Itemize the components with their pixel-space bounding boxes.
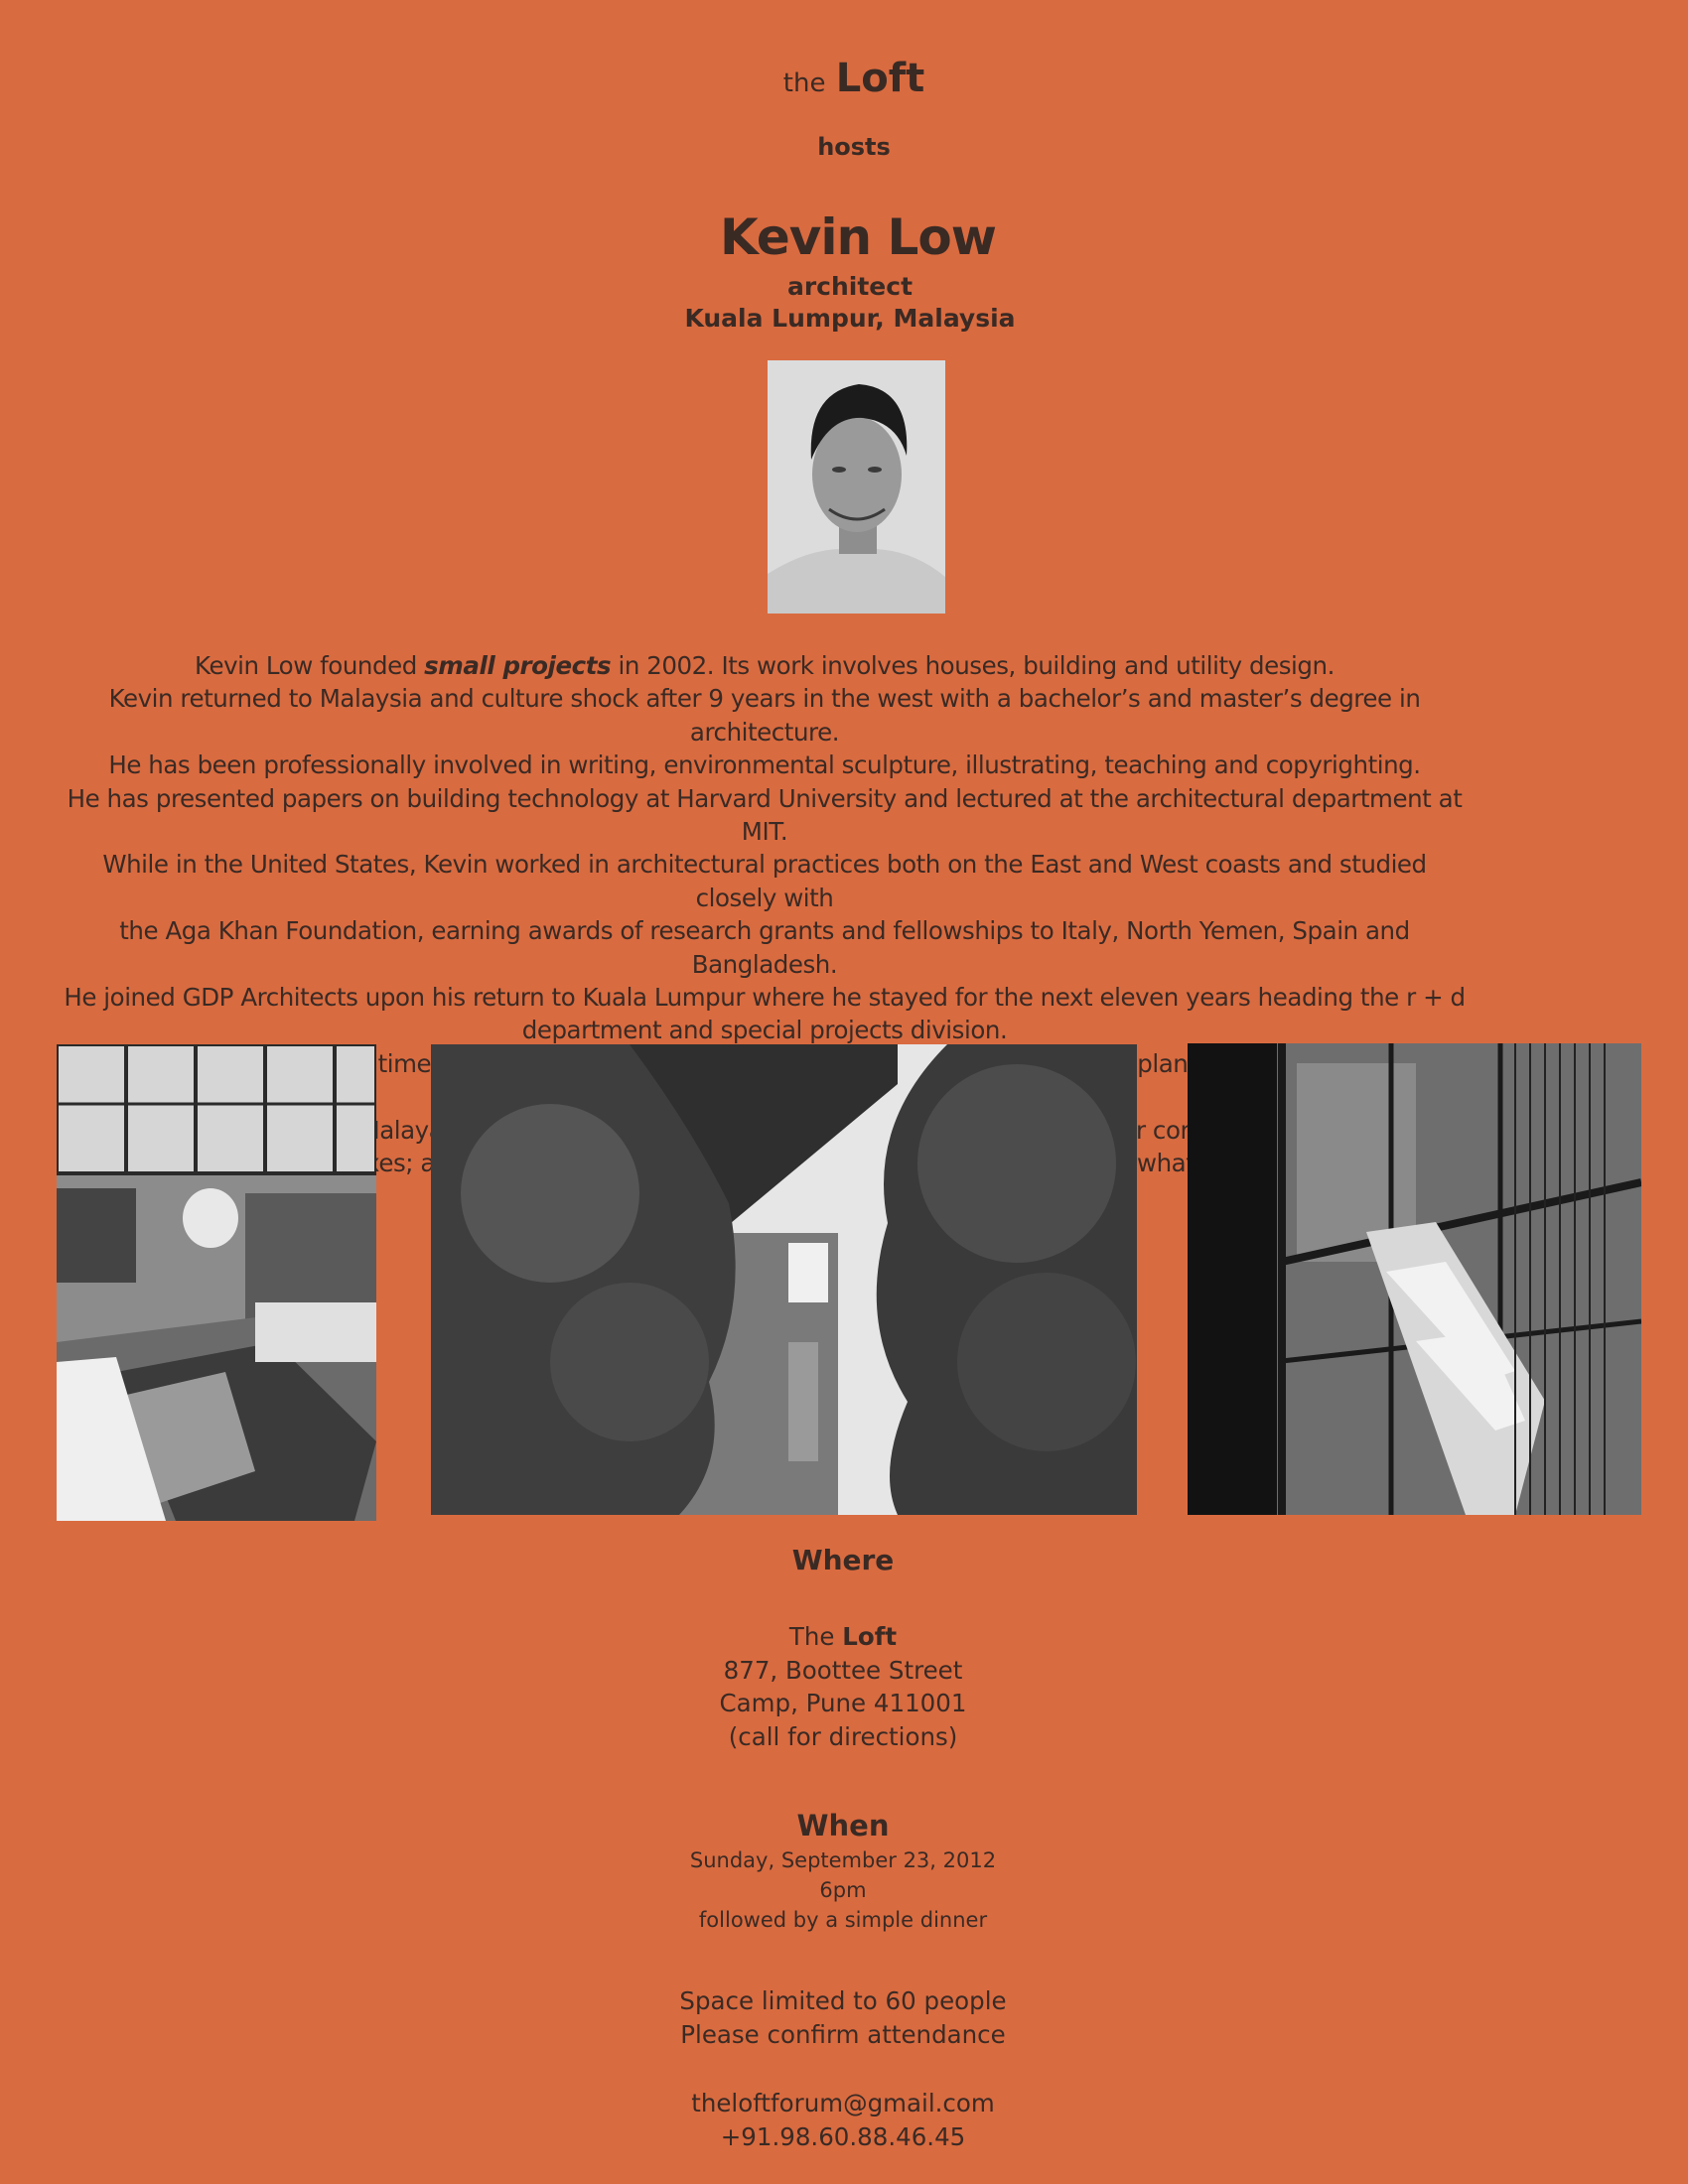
bio-line: He has presented papers on building technology at Harvard University and lectured at the architectural department at MIT. <box>67 783 1463 847</box>
bio-line: While in the United States, Kevin worked in architectural practices both on the East and West coasts and studied closely with <box>102 850 1427 912</box>
when-heading: When <box>796 1809 890 1843</box>
bio-emphasis: small projects <box>424 651 612 680</box>
bio-line: time plans, <box>377 1048 1208 1078</box>
contact-info <box>0 2087 1686 2153</box>
venue-name: The Loft <box>788 1622 898 1651</box>
brand-prefix: the <box>782 68 826 98</box>
speaker-location: Kuala Lumpur, Malaysia <box>684 304 1016 333</box>
event-hour: 6pm <box>819 1878 867 1902</box>
bio-line: Malaya, <box>358 1115 451 1145</box>
brand-title <box>0 56 1688 101</box>
bio-line: the Aga Khan Foundation, earning awards of research grants and fellowships to Italy, North Yemen, Spain and Bangladesh. <box>119 916 1410 979</box>
interior-living-room-photo <box>57 1044 376 1521</box>
brick-house-trees-photo <box>431 1044 1137 1515</box>
bio-line: Kevin Low founded small projects in 2002. Its work involves houses, building and utility design. <box>195 651 1335 680</box>
confirm-note: Please confirm attendance <box>680 2019 1006 2049</box>
bio-line: department and special projects division. <box>521 1016 1008 1045</box>
bio-line: He has been professionally involved in writing, environmental sculpture, illustrating, teaching and copyrighting. <box>108 751 1421 780</box>
contact-phone: +91.98.60.88.46.45 <box>720 2121 966 2151</box>
venue-address <box>0 1620 1686 1753</box>
where-heading: Where <box>791 1544 895 1576</box>
event-time <box>0 1845 1686 1935</box>
rsvp-info <box>0 1984 1686 2051</box>
contact-email: theloftforum@gmail.com <box>691 2089 995 2117</box>
speaker-name: Kevin Low <box>720 208 996 266</box>
glass-stair-photo <box>1188 1043 1641 1515</box>
brand-name: Loft <box>835 56 925 101</box>
event-date: Sunday, September 23, 2012 <box>689 1848 997 1872</box>
venue-street: 877, Boottee Street <box>723 1655 963 1685</box>
hosts-label: hosts <box>817 133 891 161</box>
capacity-note: Space limited to 60 people <box>679 1986 1007 2015</box>
speaker-portrait <box>768 360 945 614</box>
bio-line: He joined GDP Architects upon his return to Kuala Lumpur where he stayed for the next eleven years heading the r + d <box>64 983 1466 1013</box>
venue-city: Camp, Pune 411001 <box>719 1689 967 1717</box>
speaker-role: architect <box>786 272 914 301</box>
bio-line: what <box>1137 1149 1196 1178</box>
bio-line: Kevin returned to Malaysia and culture shock after 9 years in the west with a bachelor’s and master’s degree in architecture. <box>108 684 1421 747</box>
venue-directions-note: (call for directions) <box>728 1721 958 1751</box>
event-extra: followed by a simple dinner <box>698 1908 988 1932</box>
